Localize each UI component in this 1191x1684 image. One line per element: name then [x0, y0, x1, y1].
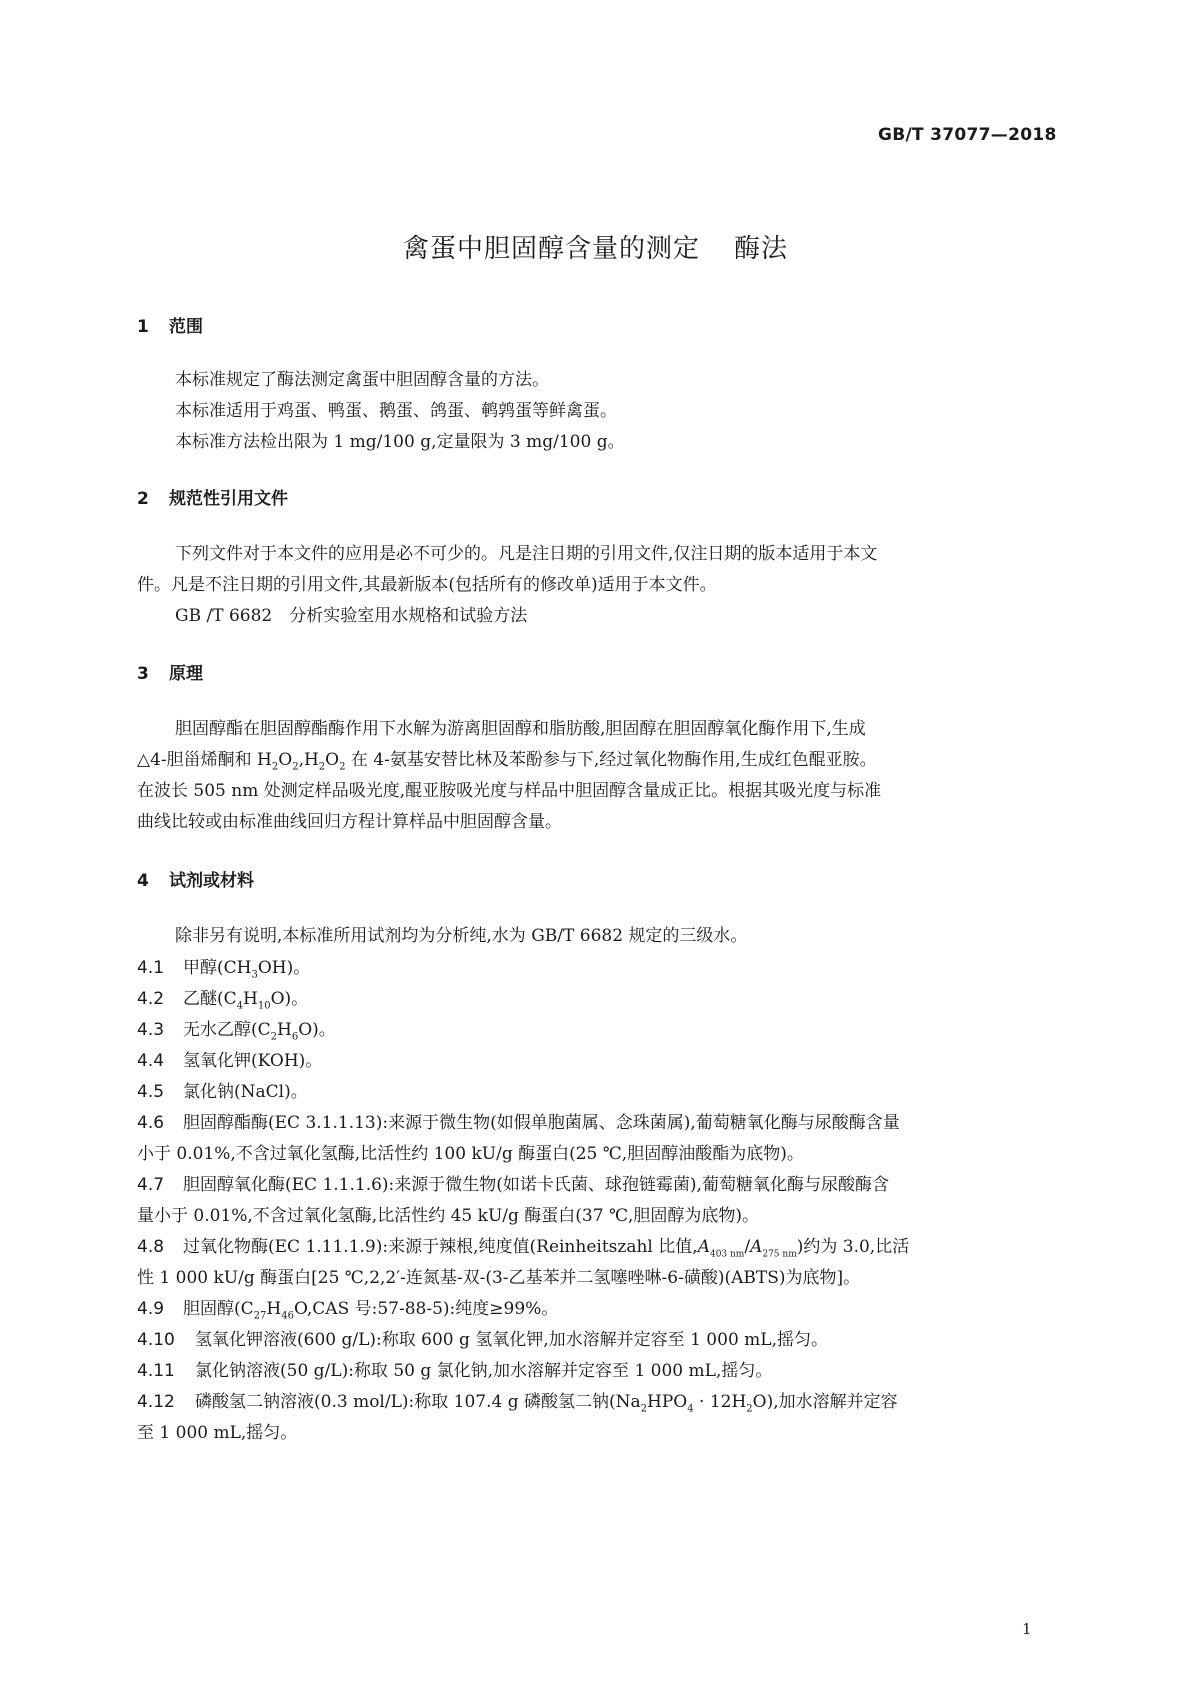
reagent-item: 4.7 胆固醇氧化酶(EC 1.1.1.6):来源于微生物(如诺卡氏菌、球孢链霉菌),葡萄糖氧化酶与尿酸酶含 [137, 1175, 889, 1195]
section-heading-1 [137, 312, 203, 337]
section-heading-3 [137, 659, 203, 684]
reagent-item: 4.4 氢氧化钾(KOH)。 [137, 1051, 323, 1071]
principle-line-4: 曲线比较或由标准曲线回归方程计算样品中胆固醇含量。 [137, 812, 562, 832]
scope-paragraph-3: 本标准方法检出限为 1 mg/100 g,定量限为 3 mg/100 g。 [175, 432, 625, 452]
reagent-item: 4.5 氯化钠(NaCl)。 [137, 1082, 308, 1102]
reagent-item: 4.12 磷酸氢二钠溶液(0.3 mol/L):称取 107.4 g 磷酸氢二钠$(Na_2HPO_4 \cdot 12H_2O)$,加水溶解并定容 [137, 1392, 898, 1415]
section-title: 规范性引用文件 [169, 489, 288, 509]
section-number: 3 [137, 664, 149, 684]
scope-paragraph-2: 本标准适用于鸡蛋、鸭蛋、鹅蛋、鸽蛋、鹌鹑蛋等鲜禽蛋。 [175, 401, 617, 421]
section-heading-4 [137, 866, 254, 891]
normative-paragraph-line-2: 件。凡是不注日期的引用文件,其最新版本(包括所有的修改单)适用于本文件。 [137, 575, 717, 595]
reagent-item: 4.8 过氧化物酶(EC 1.11.1.9):来源于辣根,纯度值(Reinheitszahl 比值$,A_{403 nm}/A_{275 nm}$)约为 3.0,比活 [137, 1237, 910, 1260]
section-number: 1 [137, 317, 149, 337]
reagents-intro: 除非另有说明,本标准所用试剂均为分析纯,水为 GB/T 6682 规定的三级水。 [175, 926, 748, 946]
reagent-item: 4.10 氢氧化钾溶液(600 g/L):称取 600 g 氢氧化钾,加水溶解并定容至 1 000 mL,摇匀。 [137, 1330, 828, 1350]
section-title: 范围 [169, 317, 203, 337]
section-title: 原理 [169, 664, 203, 684]
standard-number: GB/T 37077—2018 [878, 125, 1057, 145]
section-number: 4 [137, 871, 149, 891]
reagent-item-continuation: 量小于 0.01%,不含过氧化氢酶,比活性约 45 kU/g 酶蛋白(37 ℃,胆固醇为底物)。 [137, 1206, 760, 1226]
normative-reference: GB /T 6682 分析实验室用水规格和试验方法 [175, 606, 528, 626]
principle-line-2: △4-胆甾烯酮和 $H_2O_2,H_2O_2$ 在 4-氨基安替比林及苯酚参与下,经过氧化物酶作用,生成红色醌亚胺。 [137, 750, 877, 773]
reagent-item: 4.11 氯化钠溶液(50 g/L):称取 50 g 氯化钠,加水溶解并定容至 1 000 mL,摇匀。 [137, 1361, 773, 1381]
scope-paragraph-1: 本标准规定了酶法测定禽蛋中胆固醇含量的方法。 [175, 370, 549, 390]
normative-paragraph-line-1: 下列文件对于本文件的应用是必不可少的。凡是注日期的引用文件,仅注日期的版本适用于本文 [175, 544, 878, 564]
section-heading-2 [137, 484, 288, 509]
reagent-item: 4.3 无水乙醇$(C_2H_6O)$。 [137, 1020, 336, 1043]
page-number: 1 [1022, 1620, 1032, 1638]
principle-line-3: 在波长 505 nm 处测定样品吸光度,醌亚胺吸光度与样品中胆固醇含量成正比。根据其吸光度与标准 [137, 781, 882, 801]
section-number: 2 [137, 489, 149, 509]
reagent-item-continuation: 小于 0.01%,不含过氧化氢酶,比活性约 100 kU/g 酶蛋白(25 ℃,胆固醇油酸酯为底物)。 [137, 1144, 804, 1164]
principle-line-1: 胆固醇酯在胆固醇酯酶作用下水解为游离胆固醇和脂肪酸,胆固醇在胆固醇氧化酶作用下,生成 [175, 719, 866, 739]
section-title: 试剂或材料 [169, 871, 254, 891]
title-main: 禽蛋中胆固醇含量的测定 [402, 234, 700, 264]
reagent-item-continuation: 至 1 000 mL,摇匀。 [137, 1423, 298, 1443]
reagent-item: 4.1 甲醇$(CH_3OH)$。 [137, 958, 311, 981]
reagent-item: 4.6 胆固醇酯酶(EC 3.1.1.13):来源于微生物(如假单胞菌属、念珠菌属),葡萄糖氧化酶与尿酸酶含量 [137, 1113, 900, 1133]
reagent-item-continuation: 性 1 000 kU/g 酶蛋白[25 ℃,2,2′-连氮基-双-(3-乙基苯并二氢噻唑啉-6-磺酸)(ABTS)为底物]。 [137, 1268, 861, 1288]
reagent-item: 4.9 胆固醇($C_{27}H_{46}O,CAS$ 号:57-88-5):纯度≥99%。 [137, 1299, 559, 1322]
reagent-item: 4.2 乙醚$(C_4H_{10}O)$。 [137, 989, 309, 1012]
title-method: 酶法 [734, 234, 789, 264]
document-title [0, 228, 1191, 265]
